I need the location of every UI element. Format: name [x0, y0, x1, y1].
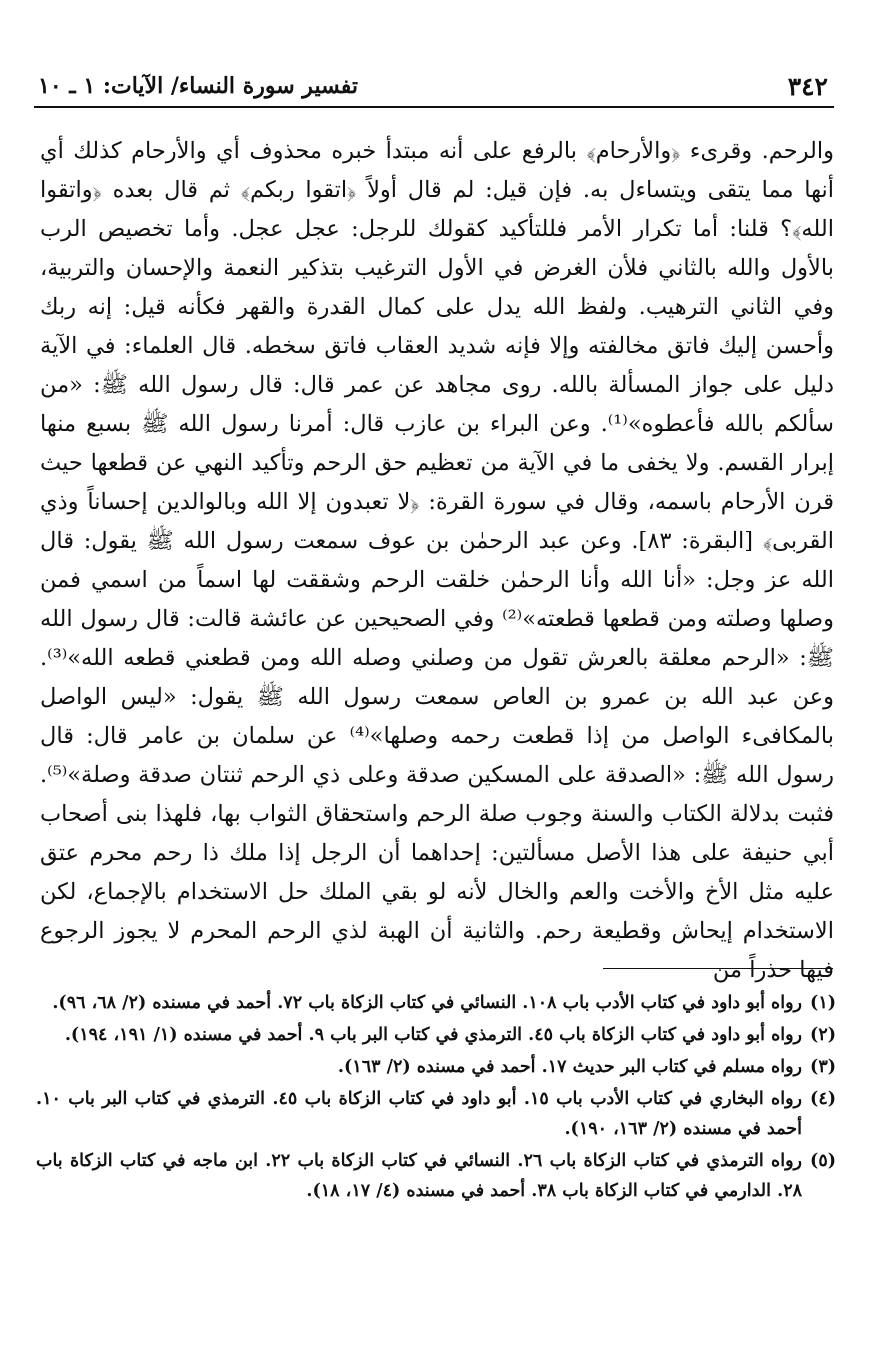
footnote-5	[36, 1146, 836, 1206]
footnotes	[36, 988, 836, 1208]
footnote-text: رواه أبو داود في كتاب الزكاة باب ٤٥. الترمذي في كتاب البر باب ٩. أحمد في مسنده (١/ ١٩١، ١٩٤).	[64, 1025, 802, 1045]
main-text	[40, 132, 834, 990]
footnote-4	[36, 1084, 836, 1144]
footnote-text: رواه أبو داود في كتاب الأدب باب ١٠٨. النسائي في كتاب الزكاة باب ٧٢. أحمد في مسنده (٢/ ٦٨، ٩٦).	[52, 993, 802, 1013]
running-title: تفسير سورة النساء/ الآيات: ١ ـ ١٠	[38, 73, 358, 99]
footnote-number: (٣)	[810, 1057, 836, 1077]
body-paragraph: والرحم. وقرىء ﴿والأرحام﴾ بالرفع على أنه مبتدأ خبره محذوف أي والأرحام كذلك أي أنها مما يتقى ويتساءل به. فإن قيل: لم قال أولاً ﴿اتقوا ربكم﴾ ثم قال بعده ﴿واتقوا الله﴾؟ قلنا: أما تكرار الأمر فللتأكيد كقولك للرجل: عجل عجل. وأما تخصيص الرب بالأول والله بالثاني فلأن الغرض في الأول الترغيب بتذكير النعمة والإحسان والتربية، وفي الثاني الترهيب. ولفظ الله يدل على كمال القدرة والقهر فكأنه قيل: إنه ربك وأحسن إليك فاتق مخالفته وإلا فإنه شديد العقاب فاتق سخطه. قال العلماء: في الآية دليل على جواز المسألة بالله. روى مجاهد عن عمر قال: قال رسول الله ﷺ: «من سألكم بالله فأعطوه»⁽¹⁾. وعن البراء بن عازب قال: أمرنا رسول الله ﷺ بسبع منها إبرار القسم. ولا يخفى ما في الآية من تعظيم حق الرحم وتأكيد النهي عن قطعها حيث قرن الأرحام باسمه، وقال في سورة القرة: ﴿لا تعبدون إلا الله وبالوالدين إحساناً وذي القربى﴾ [البقرة: ٨٣]. وعن عبد الرحمٰن بن عوف سمعت رسول الله ﷺ يقول: قال الله عز وجل: «أنا الله وأنا الرحمٰن خلقت الرحم وشققت لها اسماً من اسمي فمن وصلها وصلته ومن قطعها قطعته»⁽²⁾ وفي الصحيحين عن عائشة قالت: قال رسول الله ﷺ: «الرحم معلقة بالعرش تقول من وصلني وصله الله ومن قطعني قطعه الله»⁽³⁾. وعن عبد الله بن عمرو بن العاص سمعت رسول الله ﷺ يقول: «ليس الواصل بالمكافىء الواصل من إذا قطعت رحمه وصلها»⁽⁴⁾ عن سلمان بن عامر قال: قال رسول الله ﷺ: «الصدقة على المسكين صدقة وعلى ذي الرحم ثنتان صدقة وصلة»⁽⁵⁾. فثبت بدلالة الكتاب والسنة وجوب صلة الرحم واستحقاق الثواب بها، فلهذا بنى أصحاب أبي حنيفة على هذا الأصل مسألتين: إحداهما أن الرجل إذا ملك ذا رحم محرم عتق عليه مثل الأخ والأخت والعم والخال لأنه لو بقي الملك حل الاستخدام بالإجماع، لكن الاستخدام إيحاش وقطيعة رحم. والثانية أن الهبة لذي الرحم المحرم لا يجوز الرجوع فيها حذراً من	[40, 138, 834, 983]
footnote-text: رواه البخاري في كتاب الأدب باب ١٥. أبو داود في كتاب الزكاة باب ٤٥. الترمذي في كتاب البر باب ١٠. أحمد في مسنده (٢/ ١٦٣، ١٩٠).	[36, 1089, 802, 1139]
footnote-number: (٢)	[810, 1025, 836, 1045]
footnote-number: (٤)	[810, 1089, 836, 1109]
footnote-2	[36, 1020, 836, 1050]
footnote-number: (٥)	[810, 1151, 836, 1171]
footnote-3	[36, 1052, 836, 1082]
footnote-separator	[603, 968, 833, 969]
page-header	[34, 66, 834, 108]
footnote-1	[36, 988, 836, 1018]
footnote-text: رواه مسلم في كتاب البر حديث ١٧. أحمد في مسنده (٢/ ١٦٣).	[337, 1057, 802, 1077]
page-number: ٣٤٢	[787, 71, 828, 101]
footnote-text: رواه الترمذي في كتاب الزكاة باب ٢٦. النسائي في كتاب الزكاة باب ٢٢. ابن ماجه في كتاب الزكاة باب ٢٨. الدارمي في كتاب الزكاة باب ٣٨. أحمد في مسنده (٤/ ١٧، ١٨).	[36, 1151, 802, 1201]
footnote-number: (١)	[810, 993, 836, 1013]
